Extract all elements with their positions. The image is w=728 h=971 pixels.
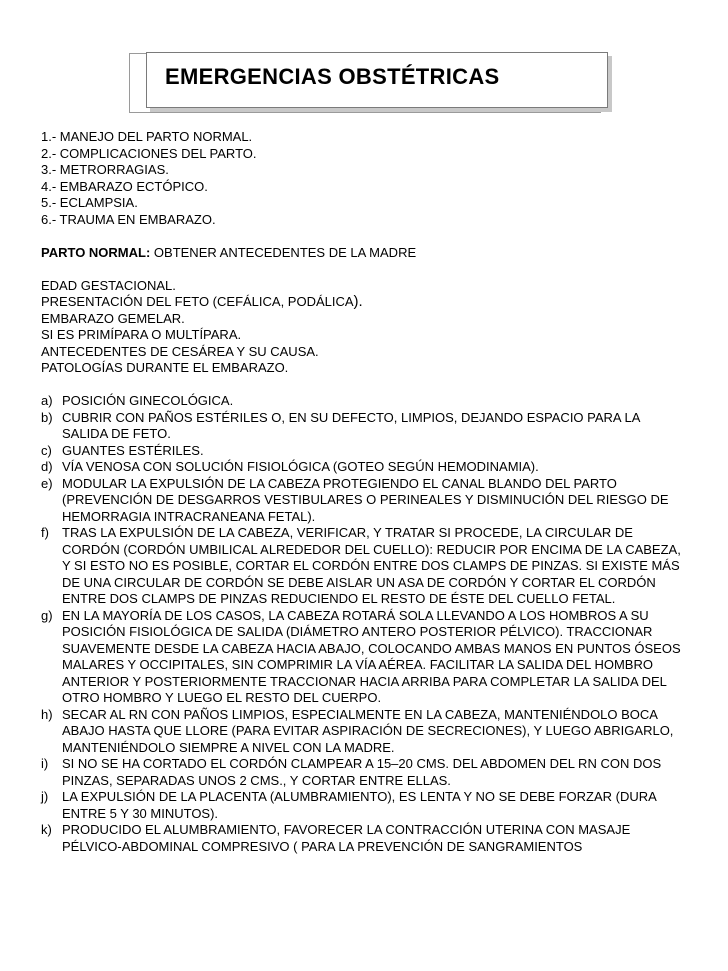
step-text: TRAS LA EXPULSIÓN DE LA CABEZA, VERIFICAR, Y TRATAR SI PROCEDE, LA CIRCULAR DE CORDÓN (CORDÓN UMBILICAL ALREDEDOR DEL CUELLO): REDUCIR POR ENCIMA DE LA CABEZA, Y SI ESTO NO ES POSIBLE, CORTAR EL CORDÓN ENTRE DOS CLAMPS DE PINZAS. SI EXISTE MÁS DE UNA CIRCULAR DE CORDÓN SE DEBE AISLAR UN ASA DE CORDÓN Y CORTAR EL CORDÓN ENTRE DOS CLAMPS DE PINZAS REDUCIENDO EL RESTO DE ÉSTE DEL CUELLO FETAL. [62, 525, 681, 606]
antecedente-item: ANTECEDENTES DE CESÁREA Y SU CAUSA. [41, 343, 319, 359]
step-item [41, 410, 721, 443]
antecedente-item: EDAD GESTACIONAL. [41, 277, 176, 293]
parto-normal-label: PARTO NORMAL: [41, 244, 151, 260]
antecedente-item: EMBARAZO GEMELAR. [41, 310, 185, 326]
step-marker: j) [41, 789, 49, 804]
step-text: PRODUCIDO EL ALUMBRAMIENTO, FAVORECER LA CONTRACCIÓN UTERINA CON MASAJE PÉLVICO-ABDOMINAL COMPRESIVO ( PARA LA PREVENCIÓN DE SANGRAMIENTOS [62, 822, 631, 854]
steps-list [41, 393, 721, 855]
step-item [41, 393, 721, 410]
topic-item: 1.- MANEJO DEL PARTO NORMAL. [41, 129, 253, 144]
step-text: VÍA VENOSA CON SOLUCIÓN FISIOLÓGICA (GOTEO SEGÚN HEMODINAMIA). [62, 459, 539, 474]
step-marker: k) [41, 822, 52, 837]
step-item [41, 789, 721, 822]
step-marker: b) [41, 409, 53, 425]
step-item [41, 476, 721, 526]
step-item [41, 525, 721, 608]
step-item [41, 443, 721, 460]
step-marker: d) [41, 459, 53, 474]
step-marker: e) [41, 475, 53, 491]
topic-item: 5.- ECLAMPSIA. [41, 195, 138, 210]
step-text: GUANTES ESTÉRILES. [62, 442, 204, 458]
step-marker: a) [41, 393, 53, 408]
document-body [41, 129, 721, 855]
topic-item: 3.- METRORRAGIAS. [41, 162, 169, 177]
antecedente-text-end: ). [353, 293, 363, 310]
antecedente-item [41, 294, 721, 311]
step-item [41, 459, 721, 476]
step-text: CUBRIR CON PAÑOS ESTÉRILES O, EN SU DEFECTO, LIMPIOS, DEJANDO ESPACIO PARA LA SALIDA DE FETO. [62, 409, 641, 441]
topic-item: 2.- COMPLICACIONES DEL PARTO. [41, 145, 257, 161]
document-title: EMERGENCIAS OBSTÉTRICAS [165, 64, 500, 89]
step-text: EN LA MAYORÍA DE LOS CASOS, LA CABEZA ROTARÁ SOLA LLEVANDO A LOS HOMBROS A SU POSICIÓN FISIOLÓGICA DE SALIDA (DIÁMETRO ANTERO POSTERIOR PÉLVICO). TRACCIONAR SUAVEMENTE DESDE LA CABEZA HACIA ABAJO, COLOCANDO AMBAS MANOS EN PUNTOS ÓSEOS MALARES Y OCCIPITALES, SIN COMPRIMIR LA VÍA AÉREA. FACILITAR LA SALIDA DEL HOMBRO ANTERIOR Y POSTERIORMENTE TRACCIONAR HACIA ARRIBA PARA COMPLETAR LA SALIDA DEL OTRO HOMBRO Y LUEGO EL RESTO DEL CUERPO. [62, 607, 681, 705]
antecedente-item: SI ES PRIMÍPARA O MULTÍPARA. [41, 327, 242, 342]
antecedente-item: PATOLOGÍAS DURANTE EL EMBARAZO. [41, 360, 289, 375]
step-item [41, 822, 721, 855]
title-box [146, 52, 608, 108]
step-text: SECAR AL RN CON PAÑOS LIMPIOS, ESPECIALMENTE EN LA CABEZA, MANTENIÉNDOLO BOCA ABAJO HASTA QUE LLORE (PARA EVITAR ASPIRACIÓN DE SECRECIONES), Y LUEGO ABRIGARLO, MANTENIÉNDOLO SIEMPRE A NIVEL CON LA MADRE. [62, 706, 674, 755]
step-marker: g) [41, 607, 53, 623]
step-text: POSICIÓN GINECOLÓGICA. [62, 393, 234, 408]
step-text: SI NO SE HA CORTADO EL CORDÓN CLAMPEAR A 15–20 CMS. DEL ABDOMEN DEL RN CON DOS PINZAS, SEPARADAS UNOS 2 CMS., Y CORTAR ENTRE ELLAS. [62, 756, 662, 788]
parto-normal-text: OBTENER ANTECEDENTES DE LA MADRE [150, 244, 417, 260]
step-marker: c) [41, 442, 52, 458]
step-text: LA EXPULSIÓN DE LA PLACENTA (ALUMBRAMIENTO), ES LENTA Y NO SE DEBE FORZAR (DURA ENTRE 5 Y 30 MINUTOS). [62, 789, 657, 821]
topic-item: 4.- EMBARAZO ECTÓPICO. [41, 178, 208, 194]
antecedentes-list [41, 278, 721, 377]
antecedente-text: PRESENTACIÓN DEL FETO (CEFÁLICA, PODÁLICA [41, 294, 354, 309]
step-item [41, 707, 721, 757]
step-marker: f) [41, 525, 49, 540]
parto-normal-heading [41, 245, 721, 262]
step-text: MODULAR LA EXPULSIÓN DE LA CABEZA PROTEGIENDO EL CANAL BLANDO DEL PARTO (PREVENCIÓN DE DESGARROS VESTIBULARES O PERINEALES Y DISMINUCIÓN DEL RIESGO DE HEMORRAGIA INTRACRANEANA FETAL). [62, 475, 669, 524]
step-item [41, 608, 721, 707]
step-item [41, 756, 721, 789]
topic-item: 6.- TRAUMA EN EMBARAZO. [41, 211, 216, 227]
step-marker: i) [41, 756, 49, 771]
step-marker: h) [41, 706, 53, 722]
topics-list [41, 129, 721, 228]
